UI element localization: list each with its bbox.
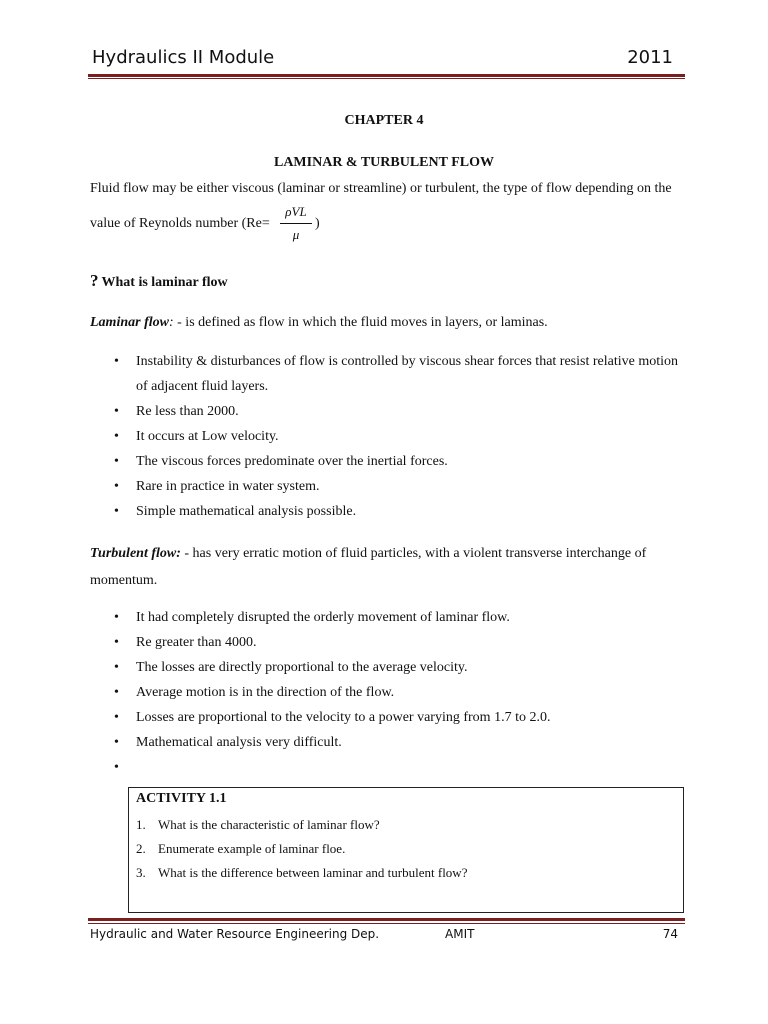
- section-title: LAMINAR & TURBULENT FLOW: [273, 155, 494, 170]
- laminar-lead: Laminar flow: [90, 315, 169, 330]
- laminar-colon: :: [168, 315, 174, 330]
- list-item: • Simple mathematical analysis possible.: [112, 499, 682, 524]
- chapter-heading: CHAPTER 4: [344, 113, 424, 128]
- list-item: [136, 861, 467, 885]
- turbulent-definition-line-2: momentum.: [90, 573, 158, 588]
- activity-box: [128, 787, 684, 913]
- list-item: • Re less than 2000.: [112, 399, 682, 424]
- formula-numerator: ρVL: [280, 204, 312, 224]
- reynolds-formula: [280, 204, 312, 243]
- list-item: • It occurs at Low velocity.: [112, 424, 682, 449]
- footer-page-number: 74: [662, 927, 678, 941]
- footer-department: Hydraulic and Water Resource Engineering Dep.: [90, 927, 380, 941]
- header-rule: [88, 74, 685, 77]
- list-item: [136, 837, 467, 861]
- header-rule-thin: [88, 78, 685, 79]
- activity-question-list: [136, 813, 467, 885]
- list-item: • Instability & disturbances of flow is controlled by viscous shear forces that resist relative motion of adjacent fluid layers.: [112, 349, 682, 399]
- formula-denominator: μ: [292, 227, 300, 242]
- formula-close-paren: ): [315, 216, 320, 231]
- list-item: • The viscous forces predominate over the inertial forces.: [112, 449, 682, 474]
- list-item: [136, 813, 467, 837]
- item-number: 1.: [136, 817, 146, 832]
- header-title: Hydraulics II Module: [92, 47, 275, 68]
- list-item: • Losses are proportional to the velocity to a power varying from 1.7 to 2.0.: [112, 705, 682, 730]
- header-year: 2011: [627, 47, 673, 68]
- turbulent-lead: Turbulent flow:: [90, 546, 181, 561]
- footer-rule-thin: [88, 923, 685, 924]
- question-mark-icon: ?: [90, 271, 99, 290]
- list-item: • Re greater than 4000.: [112, 630, 682, 655]
- laminar-definition: [90, 314, 548, 332]
- item-text: What is the characteristic of laminar flow?: [158, 817, 380, 832]
- turbulent-definition-line-1: [90, 545, 646, 563]
- list-item: • The losses are directly proportional to the average velocity.: [112, 655, 682, 680]
- question-heading: [90, 271, 228, 291]
- intro-line-1: Fluid flow may be either viscous (laminar or streamline) or turbulent, the type of flow depending on the: [90, 181, 672, 196]
- question-text: What is laminar flow: [101, 275, 228, 290]
- turbulent-bullet-list: [112, 605, 682, 755]
- activity-title: ACTIVITY 1.1: [136, 791, 227, 806]
- laminar-bullet-list: [112, 349, 682, 524]
- list-item: • Rare in practice in water system.: [112, 474, 682, 499]
- item-number: 2.: [136, 841, 146, 856]
- laminar-definition-text: - is defined as flow in which the fluid moves in layers, or laminas.: [173, 315, 548, 330]
- list-item: • It had completely disrupted the orderly movement of laminar flow.: [112, 605, 682, 630]
- intro-line-2: value of Reynolds number (Re=: [90, 216, 270, 231]
- item-number: 3.: [136, 865, 146, 880]
- footer-institution: AMIT: [445, 927, 475, 941]
- footer-rule: [88, 918, 685, 921]
- list-item: • Average motion is in the direction of the flow.: [112, 680, 682, 705]
- item-text: What is the difference between laminar and turbulent flow?: [158, 865, 468, 880]
- list-item: • Mathematical analysis very difficult.: [112, 730, 682, 755]
- item-text: Enumerate example of laminar floe.: [158, 841, 346, 856]
- turbulent-definition-text: - has very erratic motion of fluid particles, with a violent transverse interchange of: [180, 546, 647, 561]
